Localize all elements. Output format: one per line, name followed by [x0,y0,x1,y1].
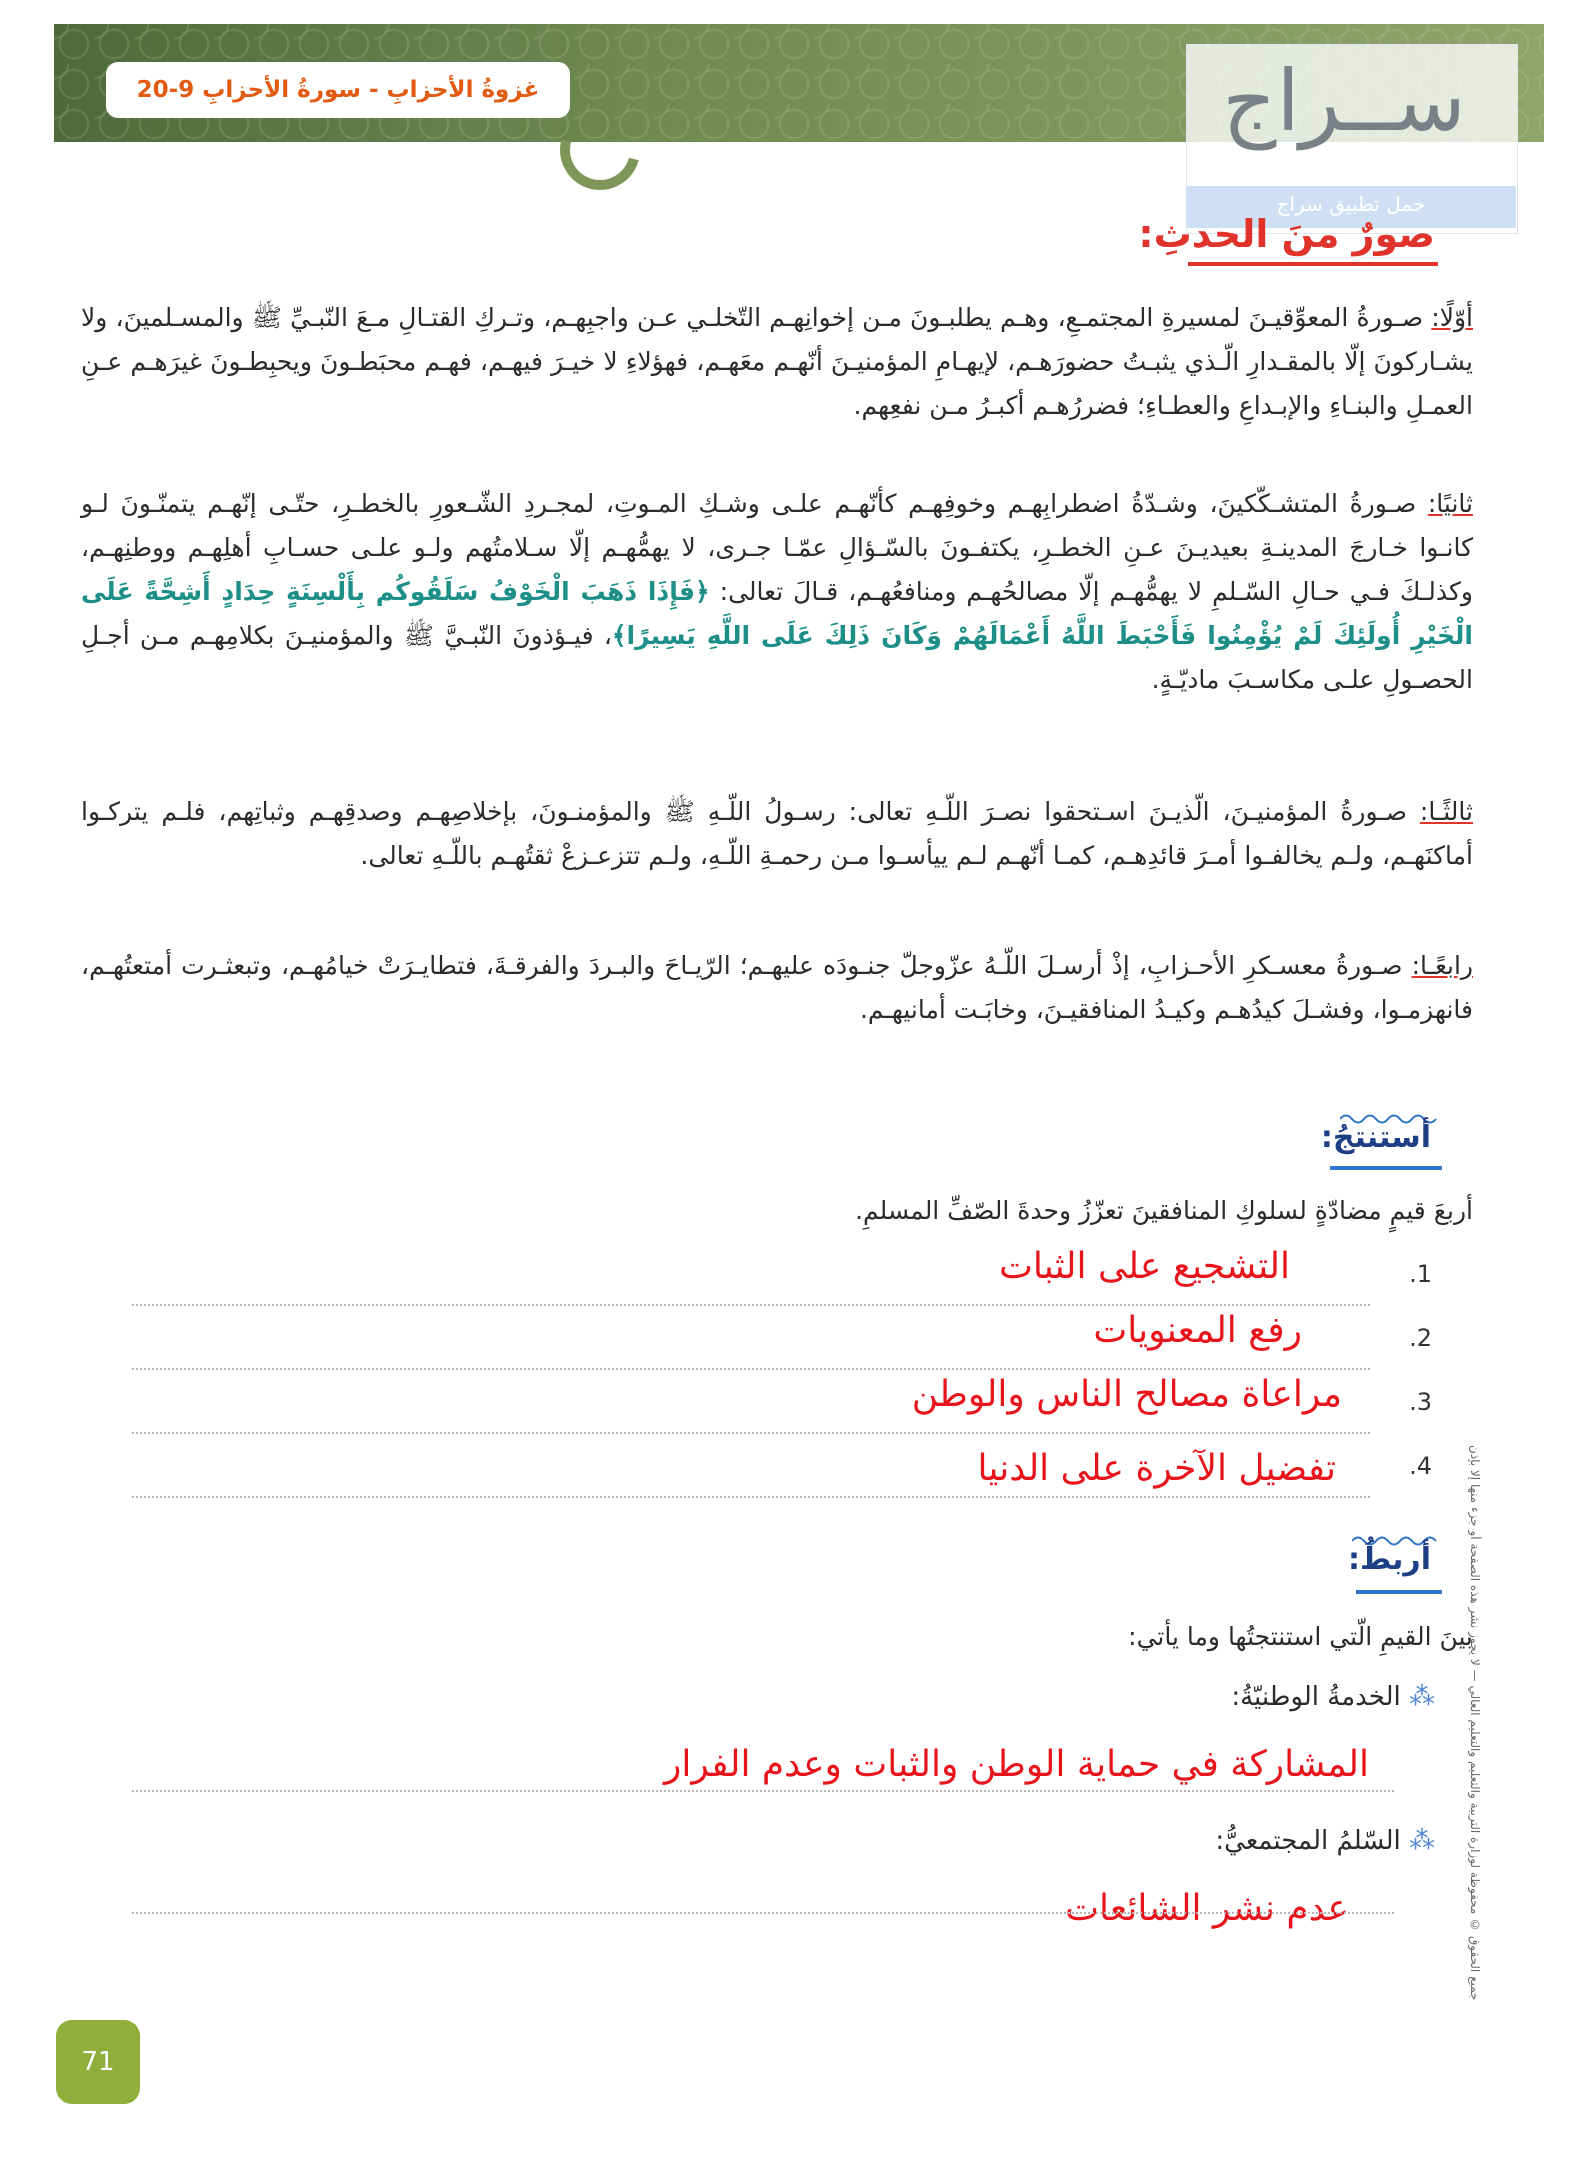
link-prompt: بينَ القيمِ الّتي استنتجتُها وما يأتي: [1128,1622,1473,1651]
paragraph-second [81,482,1473,702]
star-bullet-icon: ⁂ [1409,1682,1435,1712]
paragraph-text: صـورةُ معسـكرِ الأحـزابِ، إذْ أرسـلَ اللّـهُ عزّوجلّ جنـودَه عليهـم؛ الرّيـاحَ والبـردَ والفرقـةَ، فتطايـرَتْ خيامُهـم، وتبعثـرت أمتعتُهـم، فانهزمـوا، وفشـلَ كيدُهـم وكيـدُ المنافقيـنَ، وخابَـت أمانيهـم. [81,951,1473,1024]
answer-number: 2. [1409,1324,1432,1352]
verse-intro: قـالَ تعالى: [709,577,839,606]
paragraph-label: ثالثًـا: [1419,797,1473,826]
value-answer: المشاركة في حماية الوطن والثبات وعدم الفرار [664,1744,1369,1785]
page-number-badge: 71 [56,2020,140,2104]
answer-number: 3. [1409,1388,1432,1416]
star-bullet-icon: ⁂ [1409,1826,1435,1856]
answer-text: مراعاة مصالح الناس والوطن [911,1374,1342,1415]
value-answer: عدم نشر الشائعات [1065,1888,1349,1929]
paragraph-text: صـورةُ المؤمنيـنَ، الّذيـنَ اسـتحقوا نصـرَ اللّـهِ تعالى: رسـولُ اللّـهِ ﷺ والمؤمنـونَ، بإخلاصِهـم وصدقِهـم وثباتِهم، فلـم يتركـوا أماكنَهـم، ولـم يخالفـوا أمـرَ قائدِهـم، كمـا أنّهـم لـم ييأسـوا مـن رحمـةِ اللّـهِ، ولـم تتزعـزعْ ثقتُهـم باللّـهِ تعالى. [81,797,1473,870]
paragraph-label: أوّلًا: [1431,303,1473,332]
value-social-peace [1215,1826,1435,1856]
logo-subtitle: حمل تطبيق سراج [1276,192,1426,216]
paragraph-text-after: ، فيـؤذونَ النّبـيَّ ﷺ والمؤمنيـنَ بكلامِهـم مـن أجـلِ الحصـولِ علـى مكاسـبَ ماديّـةٍ. [81,621,1473,694]
answer-line[interactable] [132,1304,1370,1306]
quran-verse: ﴿فَإِذَا ذَهَبَ الْخَوْفُ سَلَقُوكُم بِأَلْسِنَةٍ حِدَادٍ أَشِحَّةً عَلَى الْخَيْرِ أُولَئِكَ لَمْ يُؤْمِنُوا فَأَحْبَطَ اللَّهُ أَعْمَالَهُمْ وَكَانَ ذَلِكَ عَلَى اللَّهِ يَسِيرًا﴾ [81,577,1473,650]
value-national-service [1231,1682,1435,1712]
paragraph-label: ثانيًا: [1427,489,1473,518]
paragraph-text: صـورةُ المتشـكّكينَ، وشـدّةُ اضطرابِهـم وخوفِهـم كأنّهـم علـى وشـكِ المـوتِ، لمجـردِ الشّـعورِ بالخطـرِ، حتّـى إنّهـم يتمنّـونَ لـو كانـوا خـارجَ المدينـةِ بعيديـنَ عـنِ الخطـرِ، يكتفـونَ بالسّـؤالِ عمّـا جـرى، لا يهمُّهـم إلّا سـلامتُهم ولـو علـى حسـابِ أهلِهـم ووطنِهـم، وكذلـكَ فـي حـالِ السّـلمِ لا يهمُّهـم إلّا مصالحُهـم ومنافعُهـم، [81,489,1473,606]
deduce-heading: أستنتجُ: [1320,1120,1431,1155]
value-answer-line[interactable] [132,1912,1394,1914]
answer-row [132,1246,1432,1308]
answer-text: رفع المعنويات [1093,1310,1302,1351]
link-heading: أربطُ: [1348,1542,1431,1577]
value-answer-line[interactable] [132,1790,1394,1792]
logo-text: ســراج [1222,52,1466,150]
answer-text: تفضيل الآخرة على الدنيا [977,1448,1336,1489]
answer-text: التشجيع على الثبات [998,1246,1290,1287]
answer-number: 4. [1409,1452,1432,1480]
paragraph-text: صـورةُ المعوِّقيـنَ لمسيرةِ المجتمـعِ، وهـم يطلبـونَ مـن إخوانِهـم التّخلـي عـن واجبِهـم، وتـركِ القتـالِ مـعَ النّبـيِّ ﷺ والمسـلمينَ، ولا يشـاركونَ إلّا بالمقـدارِ الّـذي يثبـتُ حضورَهـم، لإيهـامِ المؤمنيـنَ أنّهـم معَهـم، فهؤلاءِ لا خيـرَ فيهـم، فهـم محبَطـونَ ويحبِطـونَ غيرَهـم عـنِ العمـلِ والبنـاءِ والإبـداعِ والعطـاءِ؛ فضررُهـم أكبـرُ مـن نفعِهم. [81,303,1473,420]
answer-line[interactable] [132,1368,1370,1370]
paragraph-third [81,790,1473,878]
answer-row [132,1374,1432,1436]
section-title-underline [1188,262,1438,266]
answer-line[interactable] [132,1432,1370,1434]
lesson-title: غزوةُ الأحزابِ - سورةُ الأحزابِ 9-20 [106,62,570,118]
value-label-text: الخدمةُ الوطنيّةُ: [1231,1682,1401,1712]
deduce-prompt: أربعَ قيمٍ مضادّةٍ لسلوكِ المنافقينَ تعزّزُ وحدةَ الصّفِّ المسلمِ. [855,1196,1473,1225]
answer-row [132,1310,1432,1372]
deduce-heading-underline [1330,1166,1442,1170]
answer-row [132,1444,1432,1500]
copyright-side-note: جميع الحقوق © محفوظة لوزارة التربية والتعليم والتعليم العالي — لا يجوز نشر هذه الصفحة أو جزء منها إلا بإذن [1468,1444,1482,2000]
link-heading-underline [1356,1590,1442,1594]
paragraph-fourth [81,944,1473,1032]
answer-line[interactable] [132,1496,1370,1498]
paragraph-first [81,296,1473,428]
value-label-text: السّلمُ المجتمعيُّ: [1215,1826,1401,1856]
answer-number: 1. [1409,1260,1432,1288]
section-title: صورٌ منَ الحدثِ: [1138,212,1435,256]
paragraph-label: رابعًـا: [1411,951,1473,980]
